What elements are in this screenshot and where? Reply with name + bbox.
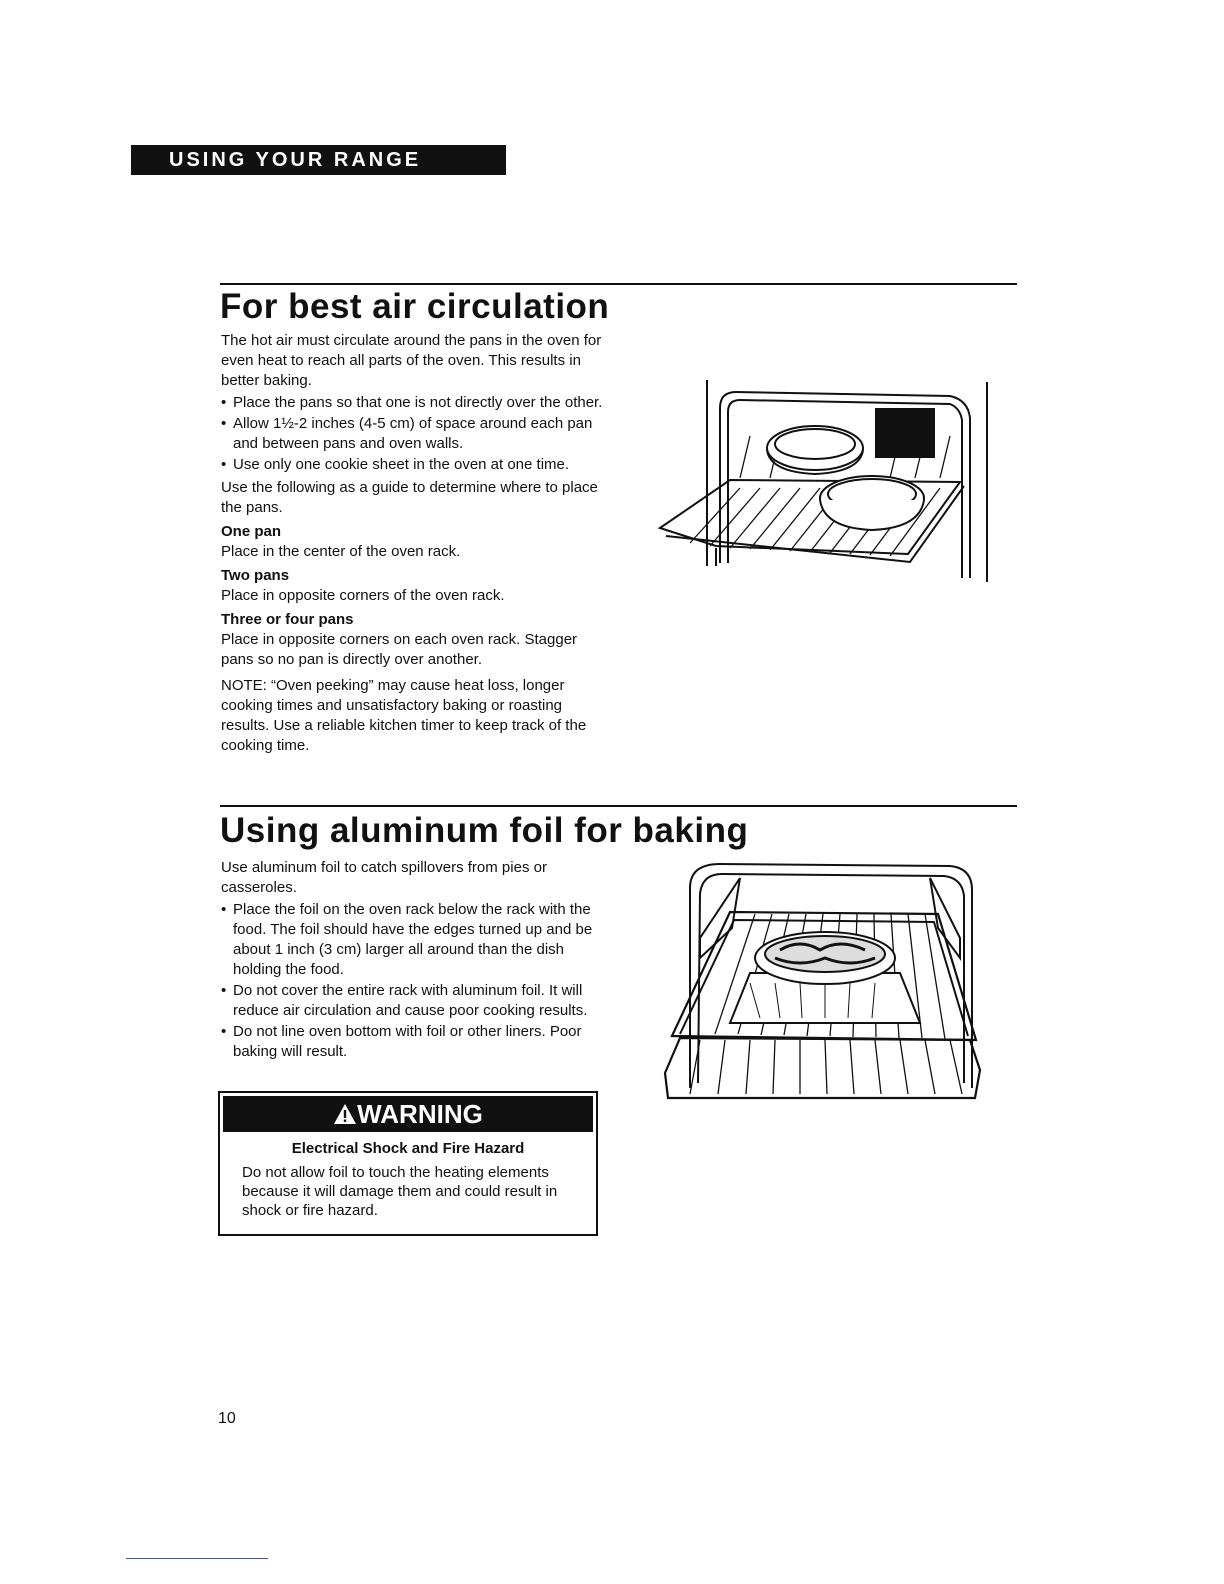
warning-banner — [223, 1096, 593, 1132]
bullet-list — [221, 393, 606, 475]
section-title-aluminum-foil: Using aluminum foil for baking — [220, 811, 749, 850]
warning-subtitle: Electrical Shock and Fire Hazard — [291, 1140, 525, 1157]
bullet-item: • Do not line oven bottom with foil or other liners. Poor baking will result. — [221, 1022, 601, 1062]
warning-triangle-icon — [333, 1103, 357, 1125]
bullet-item: • Place the foil on the oven rack below the rack with the food. The foil should have the edges turned up and be about 1 inch (3 cm) larger all around than the dish holding the food. — [221, 900, 601, 980]
two-pans-rack-illustration — [650, 378, 995, 588]
bullet-item: • Place the pans so that one is not directly over the other. — [221, 393, 606, 413]
bullet-item: • Allow 1½-2 inches (4-5 cm) of space around each pan and between pans and oven walls. — [221, 414, 606, 454]
warning-label: WARNING — [357, 1099, 483, 1129]
page-number: 10 — [218, 1410, 236, 1427]
section-title-air-circulation: For best air circulation — [220, 287, 610, 326]
guide-paragraph: Use the following as a guide to determine where to place the pans. — [221, 479, 598, 516]
section-header-tab: USING YOUR RANGE — [131, 145, 506, 175]
warning-box — [218, 1091, 598, 1236]
bullet-item: • Use only one cookie sheet in the oven at one time. — [221, 455, 606, 475]
subheading-one-pan: One pan — [221, 523, 282, 540]
two-pans-text: Place in opposite corners of the oven rack. — [221, 587, 505, 604]
note-paragraph: NOTE: “Oven peeking” may cause heat loss, longer cooking times and unsatisfactory baking or roasting results. Use a reliable kitchen timer to keep track of the cooking time. — [221, 677, 587, 754]
aluminum-foil-body — [221, 858, 601, 1065]
foil-rack-illustration — [660, 858, 985, 1103]
section-rule — [220, 283, 1017, 285]
subheading-three-four-pans: Three or four pans — [221, 611, 354, 628]
intro-paragraph: Use aluminum foil to catch spillovers from pies or casseroles. — [221, 859, 547, 896]
footer-line — [126, 1558, 268, 1559]
bullet-list — [221, 900, 601, 1062]
three-four-pans-text: Place in opposite corners on each oven rack. Stagger pans so no pan is directly over another. — [221, 631, 578, 668]
one-pan-text: Place in the center of the oven rack. — [221, 543, 461, 560]
section-rule — [220, 805, 1017, 807]
subheading-two-pans: Two pans — [221, 567, 290, 584]
bullet-item: • Do not cover the entire rack with aluminum foil. It will reduce air circulation and cause poor cooking results. — [221, 981, 601, 1021]
air-circulation-body — [221, 331, 606, 756]
warning-body: Do not allow foil to touch the heating elements because it will damage them and could result in shock or fire hazard. — [242, 1164, 558, 1219]
intro-paragraph: The hot air must circulate around the pans in the oven for even heat to reach all parts of the oven. This results in better baking. — [221, 332, 602, 389]
